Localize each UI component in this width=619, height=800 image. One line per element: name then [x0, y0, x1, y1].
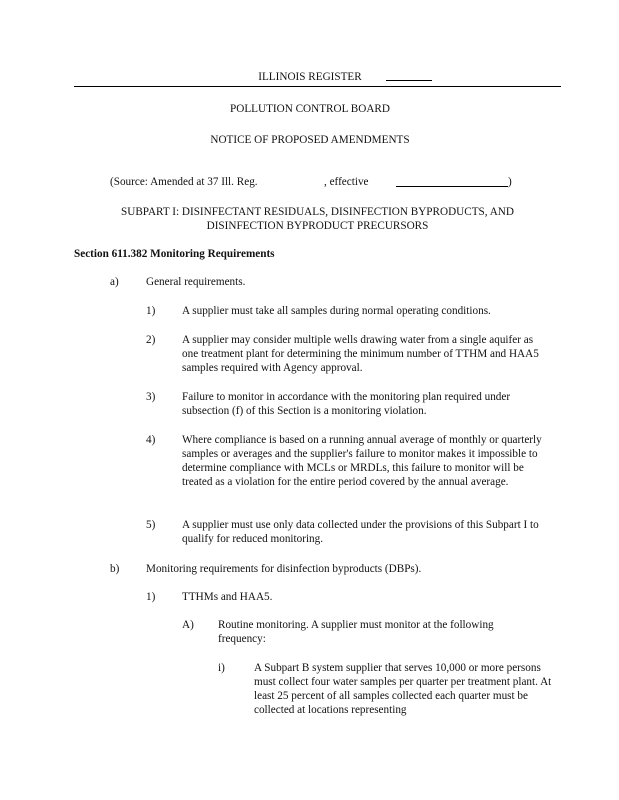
item-a-text: General requirements.	[146, 276, 246, 288]
source-close: )	[508, 176, 512, 188]
register-title: ILLINOIS REGISTER	[258, 71, 362, 83]
subpart-heading-line1: SUBPART I: DISINFECTANT RESIDUALS, DISINFECTION BYPRODUCTS, AND	[121, 206, 514, 218]
item-b-label: b)	[110, 563, 120, 575]
item-a5-text: A supplier must use only data collected under the provisions of this Subpart I to qualify for reduced monitoring.	[182, 519, 539, 545]
item-a2-label: 2)	[146, 334, 156, 346]
section-title: Section 611.382 Monitoring Requirements	[74, 248, 275, 260]
item-a5-label: 5)	[146, 519, 156, 531]
item-a4-text: Where compliance is based on a running annual average of monthly or quarterly samples or averages and the supplier's failure to monitor makes it impossible to determine compliance with MCLs or MRDLs, this failure to monitor will be treated as a violation for the entire period covered by the annual average.	[182, 434, 542, 488]
item-b-text: Monitoring requirements for disinfection byproducts (DBPs).	[146, 563, 422, 575]
subpart-heading-line2: DISINFECTION BYPRODUCT PRECURSORS	[206, 220, 429, 232]
item-a4-label: 4)	[146, 434, 156, 446]
item-a1-text: A supplier must take all samples during normal operating conditions.	[182, 305, 491, 317]
notice-title: NOTICE OF PROPOSED AMENDMENTS	[210, 134, 410, 146]
board-title: POLLUTION CONTROL BOARD	[230, 103, 390, 115]
register-issue-blank	[386, 80, 432, 81]
item-b1-label: 1)	[146, 591, 156, 603]
item-a-label: a)	[110, 276, 119, 288]
source-date-blank	[396, 186, 508, 187]
source-note: (Source: Amended at 37 Ill. Reg.	[110, 176, 258, 188]
item-bA-label: A)	[182, 619, 194, 631]
item-a3-text: Failure to monitor in accordance with the monitoring plan required under subsection (f) of this Section is a monitoring violation.	[182, 391, 511, 417]
item-a3-label: 3)	[146, 391, 156, 403]
item-bA-text: Routine monitoring. A supplier must monitor at the following frequency:	[218, 619, 494, 645]
source-effective: , effective	[324, 176, 369, 188]
item-a1-label: 1)	[146, 305, 156, 317]
item-b1-text: TTHMs and HAA5.	[182, 591, 273, 603]
item-bi-text: A Subpart B system supplier that serves 10,000 or more persons must collect four water samples per quarter per treatment plant. At least 25 percent of all samples collected each quarter must be collected at locations representing	[254, 662, 552, 716]
item-a2-text: A supplier may consider multiple wells drawing water from a single aquifer as one treatment plant for determining the minimum number of TTHM and HAA5 samples required with Agency approval.	[182, 334, 539, 374]
header-rule	[74, 86, 561, 87]
item-bi-label: i)	[218, 662, 225, 674]
